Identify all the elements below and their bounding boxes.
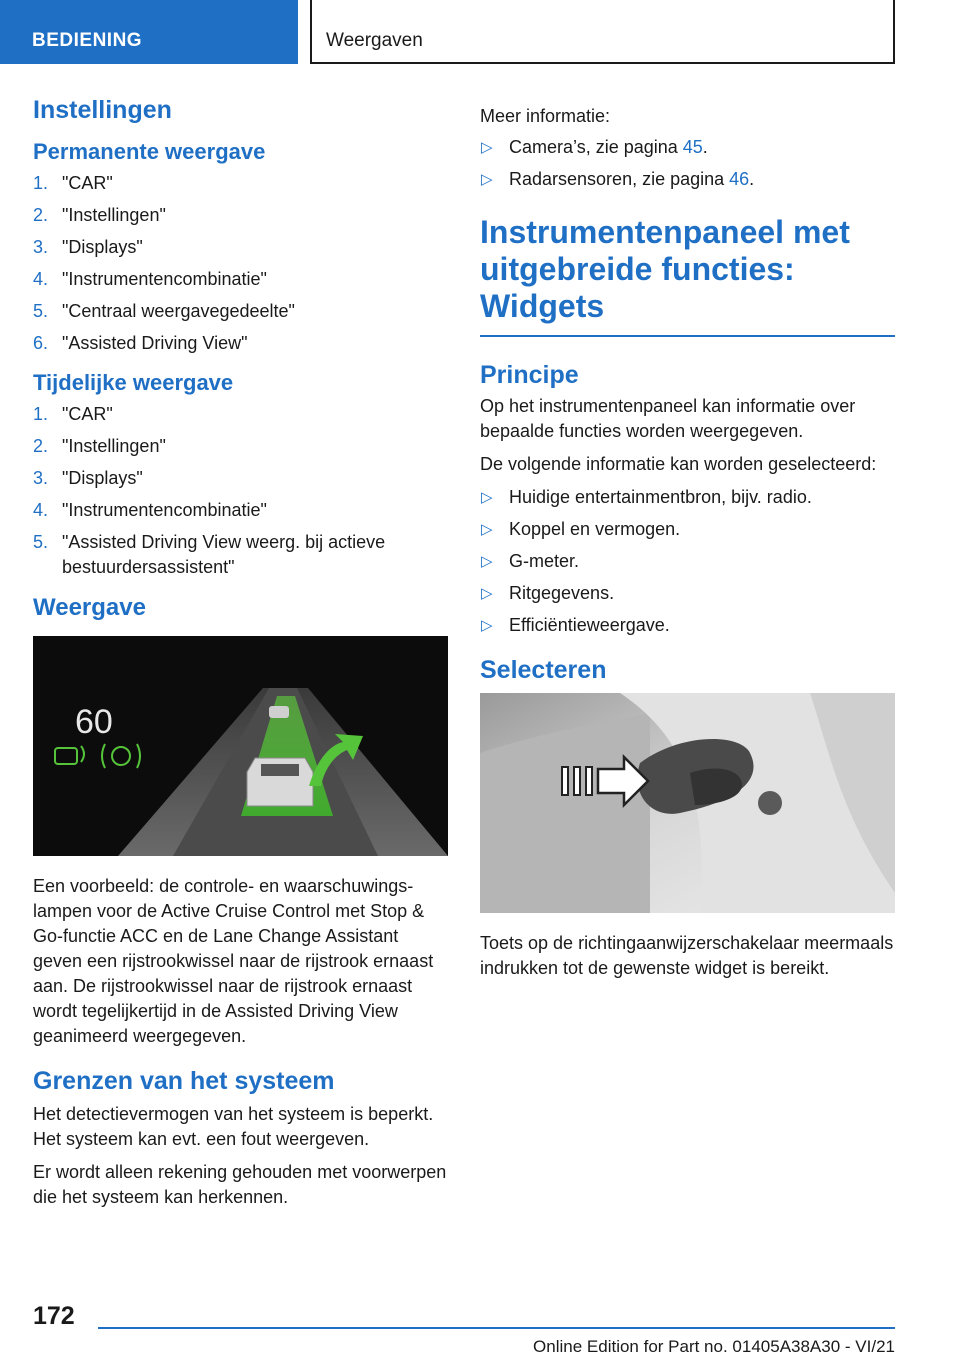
- step-number: 1.: [33, 173, 49, 193]
- step-number: 1.: [33, 404, 49, 424]
- step-number: 3.: [33, 468, 49, 488]
- step-number: 4.: [33, 500, 49, 520]
- temporary-steps: [33, 402, 448, 580]
- triangle-bullet-icon: ▷: [481, 617, 493, 634]
- footer-divider: [98, 1327, 895, 1329]
- more-info-list: [480, 135, 895, 192]
- step-number: 3.: [33, 237, 49, 257]
- item-end: .: [702, 137, 708, 157]
- list-item: [33, 299, 448, 324]
- list-item: [33, 267, 448, 292]
- principle-paragraph-1: Op het instrumentenpaneel kan informatie over bepaalde functies worden weergegeven.: [480, 396, 856, 441]
- step-number: 2.: [33, 205, 49, 225]
- permanent-steps: [33, 171, 448, 356]
- limits-paragraph-2: Er wordt alleen rekening gehouden met voorwerpen die het systeem kan herkennen.: [33, 1162, 447, 1207]
- list-item: [480, 517, 895, 542]
- triangle-bullet-icon: ▷: [481, 553, 493, 570]
- item-text: Radarsensoren, zie pagina: [509, 169, 730, 189]
- item-text: G-meter.: [509, 551, 580, 571]
- list-item: [480, 581, 895, 606]
- item-text: Camera’s, zie pagina: [509, 137, 683, 157]
- heading-principle: Principe: [480, 361, 579, 389]
- step-number: 4.: [33, 269, 49, 289]
- list-item: [480, 485, 895, 510]
- list-item: [33, 498, 448, 523]
- page-link[interactable]: 46: [729, 169, 750, 189]
- heading-widgets: Instrumentenpaneel met uitgebreide functies: Widgets: [480, 214, 895, 337]
- page-number: 172: [33, 1302, 75, 1330]
- widget-list: [480, 485, 895, 638]
- display-caption: Een voorbeeld: de controle- en waarschuwingslampen voor de Active Cruise Control met Stop & Go-functie ACC en de Lane Change Assistant geven een rijstrookwissel naar de rijstrook ernaast aan. De rijstrookwissel naar de rijstrook ernaast wordt tegelijkertijd in de Assisted Driving View geanimeerd weergegeven.: [33, 876, 434, 1046]
- step-text: "Instrumentencombinatie": [62, 269, 267, 289]
- item-text: Koppel en vermogen.: [509, 519, 681, 539]
- heading-temporary: Tijdelijke weergave: [33, 370, 234, 395]
- step-number: 5.: [33, 301, 49, 321]
- step-number: 5.: [33, 532, 49, 552]
- limits-paragraph-1: Het detectievermogen van het systeem is beperkt. Het systeem kan evt. een fout weergeven.: [33, 1104, 434, 1149]
- step-text: "CAR": [62, 173, 113, 193]
- step-text: "Assisted Driving View weerg. bij actieve bestuurdersassistent": [62, 532, 386, 577]
- triangle-bullet-icon: ▷: [481, 585, 493, 602]
- turn-signal-lever-image: [480, 693, 895, 913]
- step-text: "Centraal weergavegedeelte": [62, 301, 295, 321]
- list-item: [480, 135, 895, 160]
- step-text: "Displays": [62, 237, 143, 257]
- list-item: [480, 613, 895, 638]
- heading-settings: Instellingen: [33, 96, 172, 124]
- item-text: Efficiëntieweergave.: [509, 615, 670, 635]
- step-number: 6.: [33, 333, 49, 353]
- list-item: [480, 167, 895, 192]
- step-text: "Instellingen": [62, 436, 166, 456]
- assisted-driving-view-image: [33, 636, 448, 856]
- principle-paragraph-2: De volgende informatie kan worden geselecteerd:: [480, 454, 877, 474]
- section-title: BEDIENING: [32, 30, 143, 51]
- right-column: [480, 104, 895, 989]
- triangle-bullet-icon: ▷: [481, 139, 493, 156]
- heading-limits: Grenzen van het systeem: [33, 1067, 335, 1095]
- heading-display: Weergave: [33, 594, 146, 621]
- step-text: "Assisted Driving View": [62, 333, 248, 353]
- triangle-bullet-icon: ▷: [481, 521, 493, 538]
- step-number: 2.: [33, 436, 49, 456]
- more-info-label: Meer informatie:: [480, 106, 611, 126]
- list-item: [33, 331, 448, 356]
- list-item: [33, 235, 448, 260]
- page-link[interactable]: 45: [682, 137, 703, 157]
- list-item: [33, 203, 448, 228]
- list-item: [33, 530, 448, 580]
- item-text: Huidige entertainmentbron, bijv. radio.: [509, 487, 812, 507]
- chapter-tab: [310, 0, 895, 64]
- step-text: "Instellingen": [62, 205, 166, 225]
- select-caption: Toets op de richtingaanwijzerschakelaar meermaals indrukken tot de gewenste widget is bereikt.: [480, 933, 894, 978]
- step-text: "CAR": [62, 404, 113, 424]
- item-text: Ritgegevens.: [509, 583, 615, 603]
- triangle-bullet-icon: ▷: [481, 489, 493, 506]
- left-column: [33, 96, 448, 1218]
- item-end: .: [749, 169, 755, 189]
- chapter-title: Weergaven: [326, 30, 423, 51]
- list-item: [33, 171, 448, 196]
- list-item: [33, 402, 448, 427]
- list-item: [480, 549, 895, 574]
- triangle-bullet-icon: ▷: [481, 171, 493, 188]
- list-item: [33, 466, 448, 491]
- list-item: [33, 434, 448, 459]
- heading-select: Selecteren: [480, 656, 607, 684]
- step-text: "Displays": [62, 468, 143, 488]
- heading-permanent: Permanente weergave: [33, 139, 266, 164]
- section-tab: [0, 0, 298, 64]
- edition-note: Online Edition for Part no. 01405A38A30 - VI/21: [533, 1337, 895, 1356]
- step-text: "Instrumentencombinatie": [62, 500, 267, 520]
- speed-readout: 60: [75, 703, 113, 741]
